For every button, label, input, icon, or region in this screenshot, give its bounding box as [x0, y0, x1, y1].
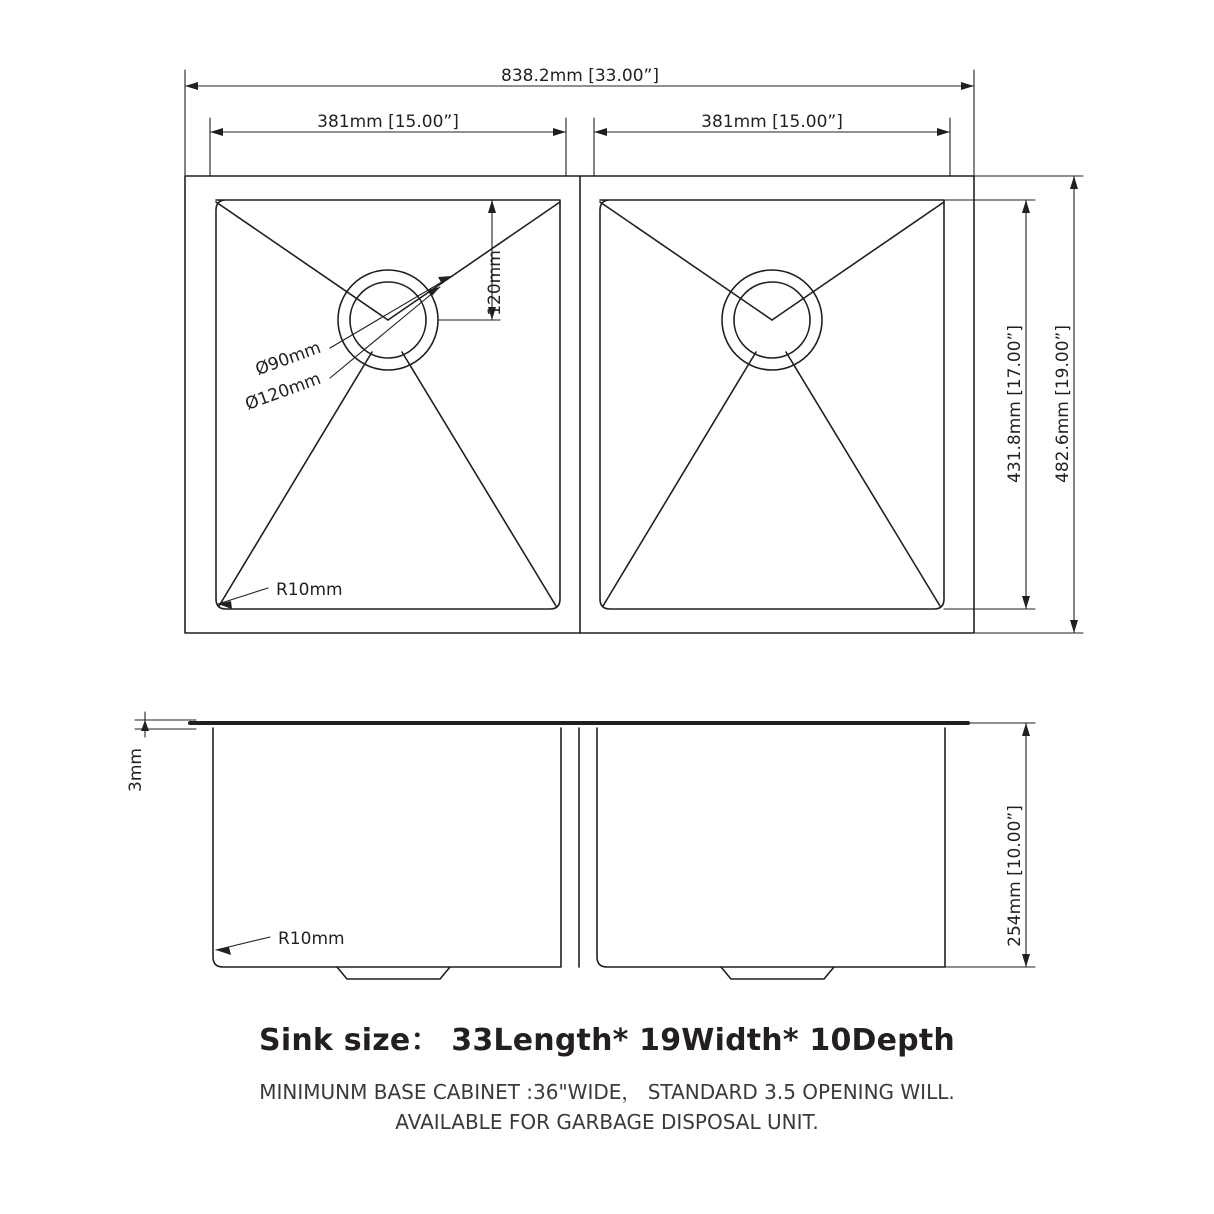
dim-label-left-bowl-width: 381mm [15.00”]	[317, 112, 459, 132]
arrow-overall-left	[185, 82, 198, 90]
arrow-inner-depth-top	[1022, 200, 1030, 213]
right-bowl-slope-tr	[772, 202, 944, 320]
dim-label-outer-depth: 482.6mm [19.00”]	[1053, 325, 1073, 483]
front-view-right-bowl	[597, 728, 945, 967]
dim-label-drain-inner-dia: Ø90mm	[252, 337, 324, 381]
arrow-outer-depth-bottom	[1070, 620, 1078, 633]
leader-line-dia90	[330, 276, 452, 348]
dim-label-right-bowl-width: 381mm [15.00”]	[701, 112, 843, 132]
left-bowl-slope-tr	[388, 202, 560, 320]
right-bowl-slope-bl	[603, 352, 756, 606]
right-bowl-outline	[600, 200, 944, 609]
dim-label-corner-radius-front-view: R10mm	[278, 929, 345, 949]
right-bowl-slope-br	[786, 352, 940, 606]
front-view-left-bowl	[213, 728, 561, 967]
front-view-right-drain-bump	[721, 967, 834, 979]
cabinet-note-line-2: AVAILABLE FOR GARBAGE DISPOSAL UNIT.	[395, 1110, 819, 1134]
dim-label-bowl-depth: 254mm [10.00”]	[1005, 805, 1025, 947]
front-view-left-drain-bump	[337, 967, 450, 979]
dim-label-drain-outer-dia: Ø120mm	[242, 368, 324, 415]
dim-label-inner-depth: 431.8mm [17.00”]	[1005, 325, 1025, 483]
arrow-thickness	[141, 720, 149, 731]
arrow-depth-top	[1022, 723, 1030, 736]
arrow-outer-depth-top	[1070, 176, 1078, 189]
caption-block	[0, 1015, 1214, 1137]
arrow-overall-right	[961, 82, 974, 90]
arrow-right-bowl-r	[937, 128, 950, 136]
arrow-left-bowl-l	[210, 128, 223, 136]
arrow-drain-offset-top	[488, 200, 496, 213]
leader-line-r10-front-view	[216, 937, 270, 950]
cabinet-note-line-1: MINIMUNM BASE CABINET :36"WIDE， STANDARD 3.5 OPENING WILL.	[259, 1080, 955, 1104]
left-bowl-slope-br	[402, 352, 556, 606]
dim-label-overall-width: 838.2mm [33.00”]	[501, 66, 659, 86]
dim-label-corner-radius-top-view: R10mm	[276, 580, 343, 600]
arrow-left-bowl-r	[553, 128, 566, 136]
dim-label-drain-offset: 120mm	[485, 250, 505, 316]
arrow-depth-bottom	[1022, 954, 1030, 967]
arrow-inner-depth-bottom	[1022, 596, 1030, 609]
left-bowl-slope-tl	[216, 202, 388, 320]
right-bowl-slope-tl	[600, 202, 772, 320]
arrow-right-bowl-l	[594, 128, 607, 136]
dim-label-thickness: 3mm	[126, 748, 146, 792]
sink-size-title: Sink size： 33Length* 19Width* 10Depth	[259, 1023, 955, 1058]
